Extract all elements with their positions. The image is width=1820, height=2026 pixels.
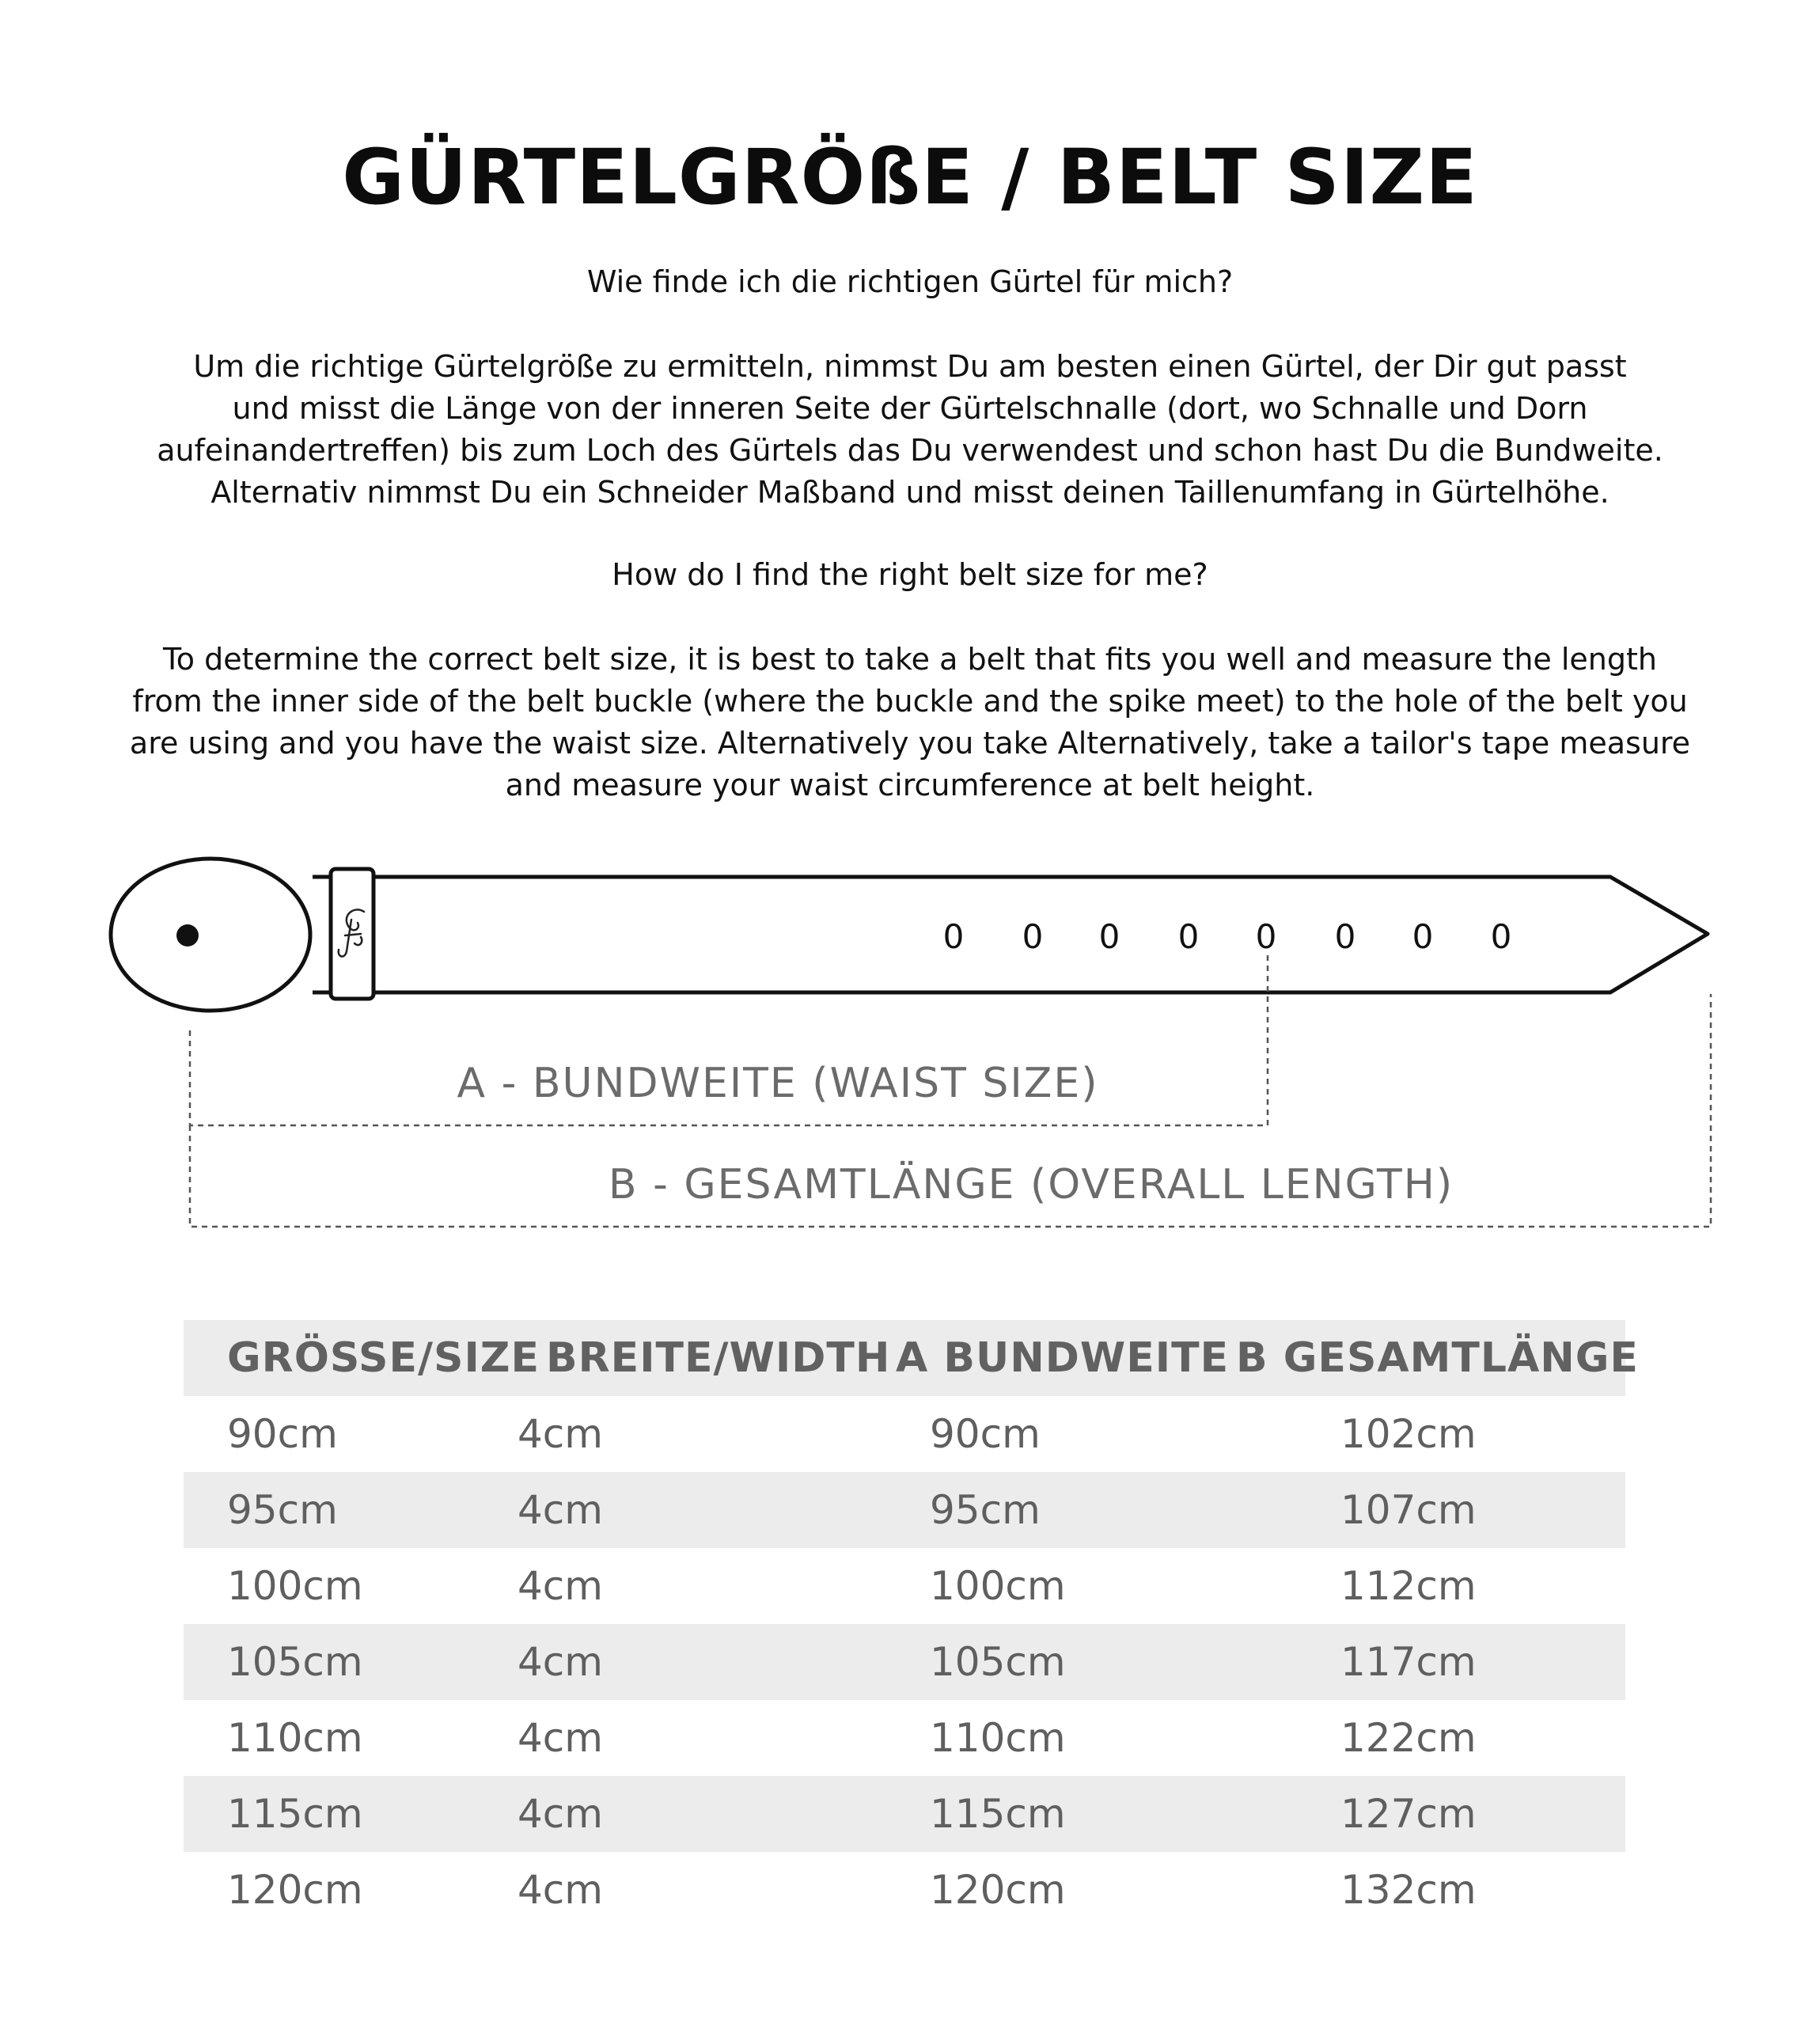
cell-overall-length: 102cm [1340,1411,1477,1457]
label-overall-length: B - GESAMTLÄNGE (OVERALL LENGTH) [608,1161,1454,1208]
cell-size: 105cm [227,1639,363,1685]
belt-hole: 0 [1412,917,1434,956]
header-overall-length: B GESAMTLÄNGE [1236,1334,1639,1382]
cell-waist-size: 95cm [930,1487,1041,1533]
question-english: How do I find the right belt size for me? [612,557,1208,592]
paragraph-english [103,639,1717,806]
table-row [184,1776,1625,1852]
paragraph-line: Alternativ nimmst Du ein Schneider Maßband und misst deinen Taillenumfang in Gürtelhöhe. [210,475,1610,510]
cell-width: 4cm [518,1411,604,1457]
paragraph-line: are using and you have the waist size. Alternatively you take Alternatively, take a tailor's tape measure [129,726,1691,761]
cell-size: 110cm [227,1715,363,1761]
cell-waist-size: 115cm [930,1791,1066,1837]
cell-waist-size: 120cm [930,1867,1066,1913]
cell-waist-size: 90cm [930,1411,1041,1457]
table-row [184,1624,1625,1700]
header-waist-size: A BUNDWEITE [896,1334,1230,1382]
cell-overall-length: 132cm [1340,1867,1477,1913]
page-title: GÜRTELGRÖßE / BELT SIZE [342,133,1478,222]
buckle-icon [111,859,310,1011]
table-row [184,1396,1625,1472]
belt-loop [331,869,373,999]
belt-hole: 0 [1255,917,1277,956]
cell-size: 115cm [227,1791,363,1837]
cell-overall-length: 112cm [1340,1563,1477,1609]
belt-hole: 0 [1334,917,1356,956]
cell-width: 4cm [518,1639,604,1685]
paragraph-line: aufeinandertreffen) bis zum Loch des Gürtels das Du verwendest und schon hast Du die Bundweite. [157,433,1663,468]
cell-overall-length: 107cm [1340,1487,1477,1533]
label-waist-size: A - BUNDWEITE (WAIST SIZE) [457,1060,1099,1107]
cell-waist-size: 100cm [930,1563,1066,1609]
header-width: BREITE/WIDTH [546,1334,891,1382]
cell-waist-size: 105cm [930,1639,1066,1685]
cell-overall-length: 122cm [1340,1715,1477,1761]
table-row [184,1548,1625,1624]
paragraph-line: and measure your waist circumference at belt height. [505,768,1315,802]
table-row [184,1472,1625,1548]
size-table [184,1320,1639,1928]
paragraph-line: und misst die Länge von der inneren Seite der Gürtelschnalle (dort, wo Schnalle und Dorn [232,391,1588,426]
belt-hole: 0 [1177,917,1200,956]
question-german: Wie finde ich die richtigen Gürtel für mich? [586,264,1234,299]
belt-hole: 0 [942,917,965,956]
cell-width: 4cm [518,1791,604,1837]
cell-width: 4cm [518,1715,604,1761]
belt-hole: 0 [1490,917,1512,956]
cell-waist-size: 110cm [930,1715,1066,1761]
cell-width: 4cm [518,1563,604,1609]
cell-width: 4cm [518,1867,604,1913]
cell-size: 95cm [227,1487,338,1533]
paragraph-line: To determine the correct belt size, it is best to take a belt that fits you well and measure the length [162,642,1657,677]
paragraph-line: Um die richtige Gürtelgröße zu ermitteln, nimmst Du am besten einen Gürtel, der Dir gut passt [193,349,1627,384]
table-row [184,1700,1625,1776]
belt-hole: 0 [1022,917,1044,956]
cell-size: 100cm [227,1563,363,1609]
cell-overall-length: 127cm [1340,1791,1477,1837]
header-size: GRÖSSE/SIZE [227,1334,540,1382]
cell-overall-length: 117cm [1340,1639,1477,1685]
cell-size: 90cm [227,1411,338,1457]
belt-holes [943,917,1512,956]
table-header-row [184,1320,1639,1396]
paragraph-line: from the inner side of the belt buckle (where the buckle and the spike meet) to the hole of the belt you [132,684,1688,719]
cell-size: 120cm [227,1867,363,1913]
belt-hole: 0 [1098,917,1120,956]
belt-diagram [0,847,1820,1243]
paragraph-german [103,346,1717,514]
table-row [184,1852,1625,1928]
cell-width: 4cm [518,1487,604,1533]
